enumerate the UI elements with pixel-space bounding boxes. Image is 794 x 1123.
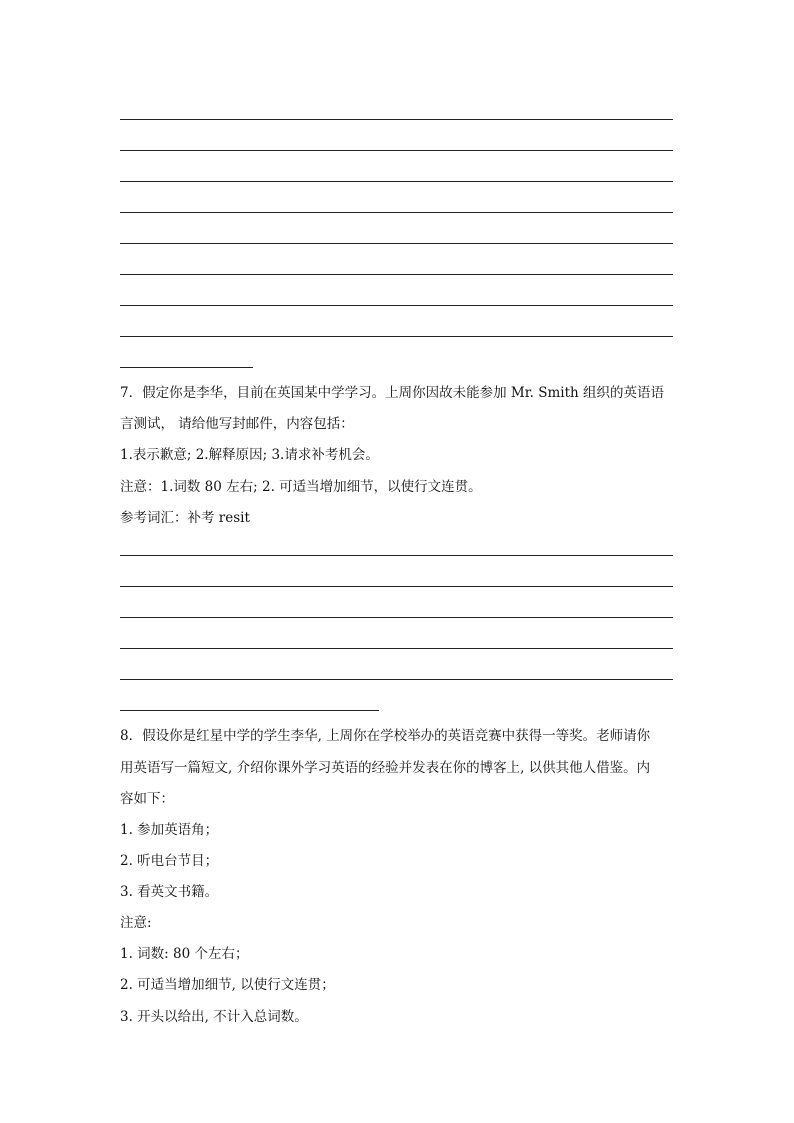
writing-line	[120, 150, 673, 151]
q8-item-3: 3. 看英文书籍。	[120, 884, 219, 900]
writing-line	[120, 119, 673, 120]
q8-prompt-line-3: 容如下：	[120, 791, 174, 807]
writing-line	[120, 679, 673, 680]
writing-line	[120, 274, 673, 275]
writing-line	[120, 648, 673, 649]
q8-item-1: 1. 参加英语角；	[120, 822, 219, 838]
q7-notes: 注意：1.词数 80 左右; 2. 可适当增加细节，以使行文连贯。	[120, 479, 482, 495]
writing-line	[120, 181, 673, 182]
q8-item-2: 2. 听电台节目；	[120, 853, 219, 869]
q7-requirements: 1.表示歉意; 2.解释原因; 3.请求补考机会。	[120, 447, 379, 463]
writing-line	[120, 617, 673, 618]
q8-note-3: 3. 开头以给出, 不计入总词数。	[120, 1009, 308, 1025]
q7-vocabulary: 参考词汇：补考 resit	[120, 510, 250, 526]
q8-note-1: 1. 词数: 80 个左右；	[120, 946, 249, 962]
writing-line	[120, 555, 673, 556]
q8-prompt-line-2: 用英语写一篇短文, 介绍你课外学习英语的经验并发表在你的博客上, 以供其他人借鉴。内	[120, 760, 651, 776]
q8-note-label: 注意:	[120, 915, 152, 931]
writing-line-short	[120, 367, 253, 368]
q7-prompt-line-2: 言测试， 请给他写封邮件，内容包括：	[120, 416, 354, 432]
writing-line	[120, 336, 673, 337]
q8-note-2: 2. 可适当增加细节, 以使行文连贯；	[120, 977, 335, 993]
writing-line	[120, 243, 673, 244]
writing-line	[120, 212, 673, 213]
q8-prompt-line-1: 8．假设你是红星中学的学生李华, 上周你在学校举办的英语竞赛中获得一等奖。老师请你	[120, 728, 651, 744]
writing-line	[120, 305, 673, 306]
writing-line	[120, 586, 673, 587]
writing-line-short	[120, 710, 379, 711]
q7-prompt-line-1: 7．假定你是李华，目前在英国某中学学习。上周你因故未能参加 Mr. Smith 组织的英语语	[120, 385, 665, 401]
